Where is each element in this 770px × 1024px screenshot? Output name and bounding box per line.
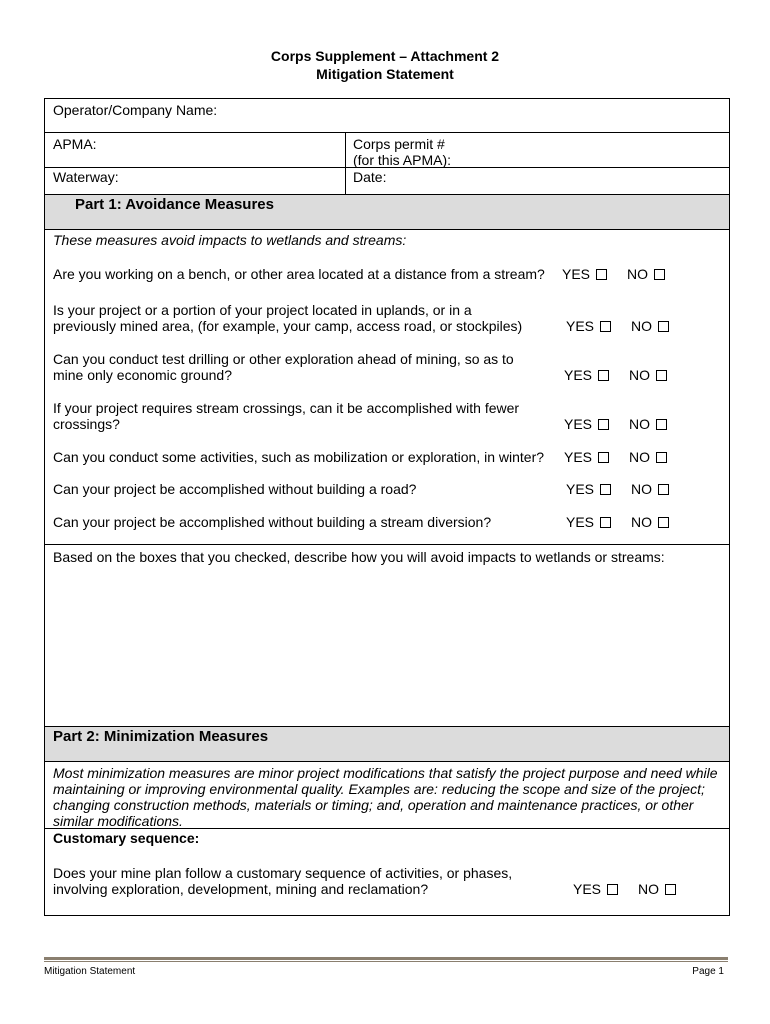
avoidance-description-area[interactable] [53,569,721,719]
no-checkbox-2[interactable] [658,321,669,332]
question-3-line-1: Can you conduct test drilling or other exploration ahead of mining, so as to [53,351,514,367]
footer-left: Mitigation Statement [44,966,136,977]
corps-permit-sub: (for this APMA): [353,152,452,168]
divider [45,828,729,829]
no-label: NO [631,481,653,497]
yes-checkbox-6[interactable] [600,484,611,495]
no-checkbox-3[interactable] [656,370,667,381]
yes-no-4 [564,416,667,432]
yes-no-3 [564,367,667,383]
question-1: Are you working on a bench, or other area located at a distance from a stream? [53,266,545,282]
part1-heading: Part 1: Avoidance Measures [75,196,274,213]
customary-question-line-1: Does your mine plan follow a customary sequence of activities, or phases, [53,865,513,881]
page-title: Corps Supplement – Attachment 2 [270,48,500,64]
question-2-line-1: Is your project or a portion of your project located in uplands, or in a [53,302,472,318]
question-3-line-2: mine only economic ground? [53,367,232,383]
question-4-line-2: crossings? [53,416,120,432]
yes-label: YES [564,367,593,383]
yes-label: YES [566,481,595,497]
question-7: Can your project be accomplished without building a stream diversion? [53,514,492,530]
customary-heading: Customary sequence: [53,830,200,846]
no-label: NO [629,449,651,465]
no-checkbox-7[interactable] [658,517,669,528]
waterway-label: Waterway: [53,169,119,185]
question-5: Can you conduct some activities, such as mobilization or exploration, in winter? [53,449,545,465]
part1-intro: These measures avoid impacts to wetlands and streams: [53,232,407,248]
divider [45,167,729,168]
question-2-line-2: previously mined area, (for example, your camp, access road, or stockpiles) [53,318,523,334]
yes-checkbox-3[interactable] [598,370,609,381]
yes-label: YES [566,318,595,334]
part2-intro-line-2: maintaining or improving environmental quality. Examples are: reducing the scope and size of the project; [53,781,705,797]
no-label: NO [638,881,660,897]
operator-label: Operator/Company Name: [53,102,218,118]
no-label: NO [629,416,651,432]
yes-checkbox-1[interactable] [596,269,607,280]
divider [45,132,729,133]
part2-intro-line-3: changing construction methods, materials or timing; and, operation and maintenance practices, or other [53,797,694,813]
describe-prompt: Based on the boxes that you checked, describe how you will avoid impacts to wetlands or streams: [53,549,665,565]
yes-checkbox-customary[interactable] [607,884,618,895]
date-label: Date: [353,169,387,185]
divider [45,229,729,230]
yes-no-5 [564,449,667,465]
no-checkbox-5[interactable] [656,452,667,463]
yes-label: YES [564,449,593,465]
footer-rule [44,957,728,960]
yes-no-6 [566,481,669,497]
no-label: NO [631,514,653,530]
question-6: Can your project be accomplished without building a road? [53,481,417,497]
no-checkbox-customary[interactable] [665,884,676,895]
footer-page-number: Page 1 [692,966,724,977]
corps-permit-label: Corps permit # [353,136,445,152]
no-checkbox-6[interactable] [658,484,669,495]
yes-checkbox-7[interactable] [600,517,611,528]
yes-checkbox-2[interactable] [600,321,611,332]
question-4-line-1: If your project requires stream crossings, can it be accomplished with fewer [53,400,520,416]
no-label: NO [627,266,649,282]
customary-question-line-2: involving exploration, development, mining and reclamation? [53,881,429,897]
no-checkbox-4[interactable] [656,419,667,430]
yes-no-2 [566,318,669,334]
yes-checkbox-4[interactable] [598,419,609,430]
yes-no-7 [566,514,669,530]
yes-no-1 [562,266,665,282]
yes-label: YES [566,514,595,530]
part2-heading: Part 2: Minimization Measures [53,728,269,745]
no-label: NO [629,367,651,383]
divider [45,761,729,762]
yes-no-customary [573,881,676,897]
yes-label: YES [564,416,593,432]
page-subtitle: Mitigation Statement [316,66,454,82]
mitigation-form [44,98,730,916]
footer-rule-thin [44,961,728,962]
yes-checkbox-5[interactable] [598,452,609,463]
divider [45,544,729,545]
no-checkbox-1[interactable] [654,269,665,280]
yes-label: YES [573,881,602,897]
yes-label: YES [562,266,591,282]
part2-intro-line-1: Most minimization measures are minor project modifications that satisfy the project purpose and need while [53,765,718,781]
no-label: NO [631,318,653,334]
apma-label: APMA: [53,136,97,152]
part2-intro-line-4: similar modifications. [53,813,183,829]
